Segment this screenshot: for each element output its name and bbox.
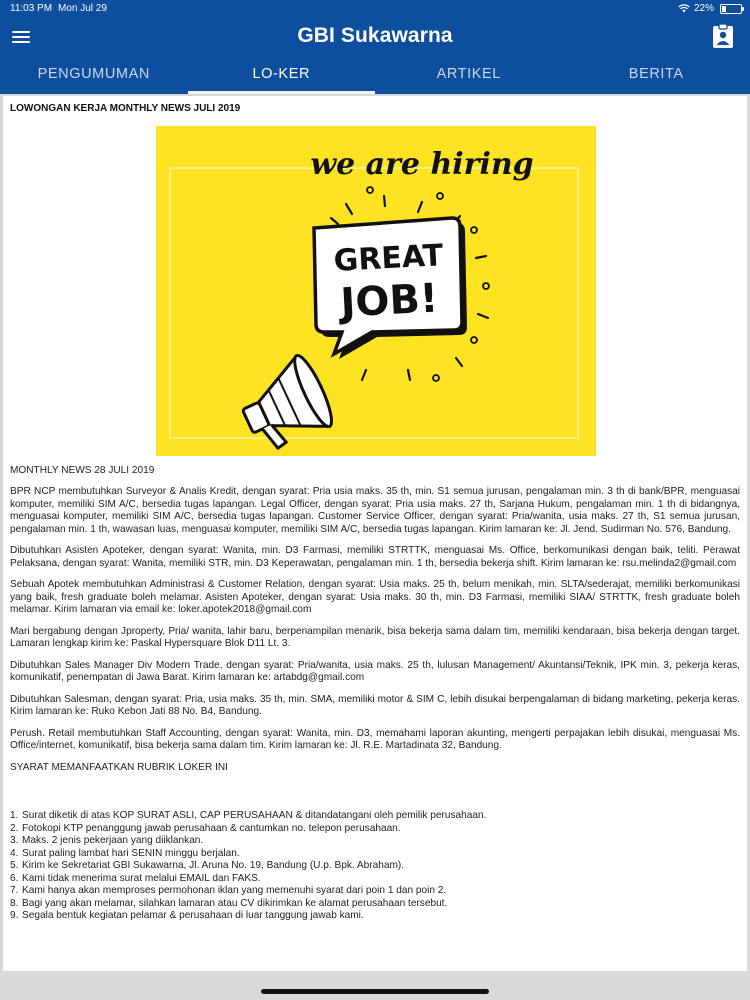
rule-item: 1. Surat diketik di atas KOP SURAT ASLI, CAP PERUSAHAAN & ditandatangani oleh pemilik perusahaan. — [10, 810, 487, 821]
rule-item: 5. Kirim ke Sekretariat GBI Sukawarna, Jl. Aruna No. 19, Bandung (U.p. Bpk. Abraham). — [10, 860, 405, 871]
job-paragraph-3: Sebuah Apotek membutuhkan Administrasi & Customer Relation, dengan syarat: Usia maks. 25 th, belum menikah, min. SLTA/sederajat, memiliki berkomunikasi yang baik, fresh graduate boleh melamar. Asisten Apoteker, dengan syarat: Usia maks. 30 th, min. D3 Farmasi, memiliki SIAA/ STRTTK, fresh graduate boleh melamar. Kirim lamaran via email ke: loker.apotek2018@gmail.com — [10, 579, 740, 615]
banner-script-text: we are hiring — [310, 146, 534, 182]
rule-item: 6. Kami tidak menerima surat melalui EMAIL dan FAKS. — [10, 872, 261, 884]
tab-berita[interactable]: BERITA — [628, 66, 684, 82]
home-indicator[interactable] — [261, 989, 489, 994]
article-content — [3, 96, 747, 923]
article-date-line: MONTHLY NEWS 28 JULI 2019 — [10, 464, 155, 476]
rule-item: 2. Fotokopi KTP penanggung jawab perusahaan & cantumkan no. telepon perusahaan. — [10, 822, 401, 834]
job-paragraph-2: Dibutuhkan Asisten Apoteker, dengan syarat: Wanita, min. D3 Farmasi, memiliki STRTTK, menguasai Ms. Office, berkomunikasi dengan baik, teliti. Perawat Pelaksana, dengan syarat: Wanita, memiliki STR, min. D3 Keperawatan, pengalaman min. 1 th, bersedia bekerja shift. Kirim lamaran ke: rsu.melinda2@gmail.com — [10, 545, 740, 569]
job-paragraph-1: BPR NCP membutuhkan Surveyor & Analis Kredit, dengan syarat: Pria usia maks. 35 th, min. S1 semua jurusan, pengalaman min. 3 th di bank/BPR, menguasai komputer, memiliki SIM A/C, bersedia tugas lapangan. Legal Officer, dengan syarat: Pria usia maks. 27 th, Sarjana Hukum, pengalaman min. 1 th di bidangnya, menguasai komputer, memiliki SIM A/C, bersedia tugas lapangan. Customer Service Officer, dengan syarat: Pria/wanita, usia maks. 27 th, S1 semua jurusan, pengalaman min. 1 th, wawasan luas, menguasai komputer, memiliki SIM A/C, bersedia tugas lapangan. Kirim lamaran ke: Jl. Jend. Sudirman No. 576, Bandung. — [10, 486, 740, 535]
rule-item: 9. Segala bentuk kegiatan pelamar & perusahaan di luar tanggung jawab kami. — [10, 910, 364, 921]
job-paragraph-4: Mari bergabung dengan Jproperty, Pria/ wanita, lahir baru, berpenampilan menarik, bisa bekerja sama dalam tim, memiliki kendaraan, bisa bekerja dengan target. Lamaran lengkap kirim ke: Paskal Hypersquare Blok D11 Lt. 3. — [10, 625, 740, 649]
tab-artikel[interactable]: ARTIKEL — [436, 66, 501, 82]
article-headline: LOWONGAN KERJA MONTHLY NEWS JULI 2019 — [10, 103, 241, 114]
job-paragraph-6: Dibutuhkan Salesman, dengan syarat: Pria, usia maks. 35 th, min. SMA, memiliki motor & SIM C, lebih disukai berpengalaman di bidang marketing, pekerja keras. Kirim lamaran ke: Ruko Kebon Jati 88 No. B4, Bandung. — [10, 693, 740, 717]
battery-level-fill — [722, 6, 726, 12]
rule-item: 4. Surat paling lambat hari SENIN minggu berjalan. — [10, 847, 240, 859]
app-bar — [0, 18, 750, 58]
status-date: Mon Jul 29 — [58, 3, 107, 14]
tab-bar — [0, 58, 750, 94]
clipboard-person-icon[interactable] — [712, 23, 734, 49]
job-paragraph-7: Perush. Retail membutuhkan Staff Accounting, dengan syarat: Wanita, min. D3, memahami laporan akunting, mengerti perpajakan lebih disukai, menguasai Ms. Office/internet, komunikatif, bisa bekerja sama dalam tim. Kirim lamaran ke: Jl. R.E. Martadinata 32, Bandung. — [10, 727, 740, 751]
article-card — [3, 96, 747, 971]
battery-icon — [720, 4, 742, 14]
status-bar — [0, 0, 750, 18]
bubble-text-job: JOB! — [339, 274, 440, 327]
rule-item: 3. Maks. 2 jenis pekerjaan yang diiklankan. — [10, 835, 204, 846]
rules-heading: SYARAT MEMANFAATKAN RUBRIK LOKER INI — [10, 761, 228, 773]
rule-item: 8. Bagi yang akan melamar, silahkan lamaran atau CV dikirimkan ke alamat perusahaan tersebut. — [10, 897, 448, 909]
app-title: GBI Sukawarna — [297, 24, 453, 47]
rules-list — [10, 810, 740, 923]
tab-lo-ker[interactable]: LO-KER — [188, 58, 376, 94]
wifi-icon — [678, 4, 690, 13]
job-paragraph-5: Dibutuhkan Sales Manager Div Modern Trade, dengan syarat: Pria/wanita, usia maks. 25 th, lulusan Management/ Akuntansi/Teknik, IPK min. 3, pekerja keras, komunikatif, penempatan di Jawa Barat. Kirim lamaran ke: artabdg@gmail.com — [10, 659, 740, 683]
hiring-banner-image — [156, 126, 596, 456]
tab-pengumuman[interactable]: PENGUMUMAN — [37, 66, 150, 82]
hiring-banner-svg — [156, 126, 596, 456]
status-right-group — [678, 3, 742, 14]
status-time: 11:03 PM — [10, 3, 53, 14]
rule-item: 7. Kami hanya akan memproses permohonan iklan yang memenuhi syarat dari poin 1 dan poin 2. — [10, 885, 447, 896]
battery-percent: 22% — [693, 3, 714, 14]
bubble-text-great: GREAT — [332, 237, 445, 279]
